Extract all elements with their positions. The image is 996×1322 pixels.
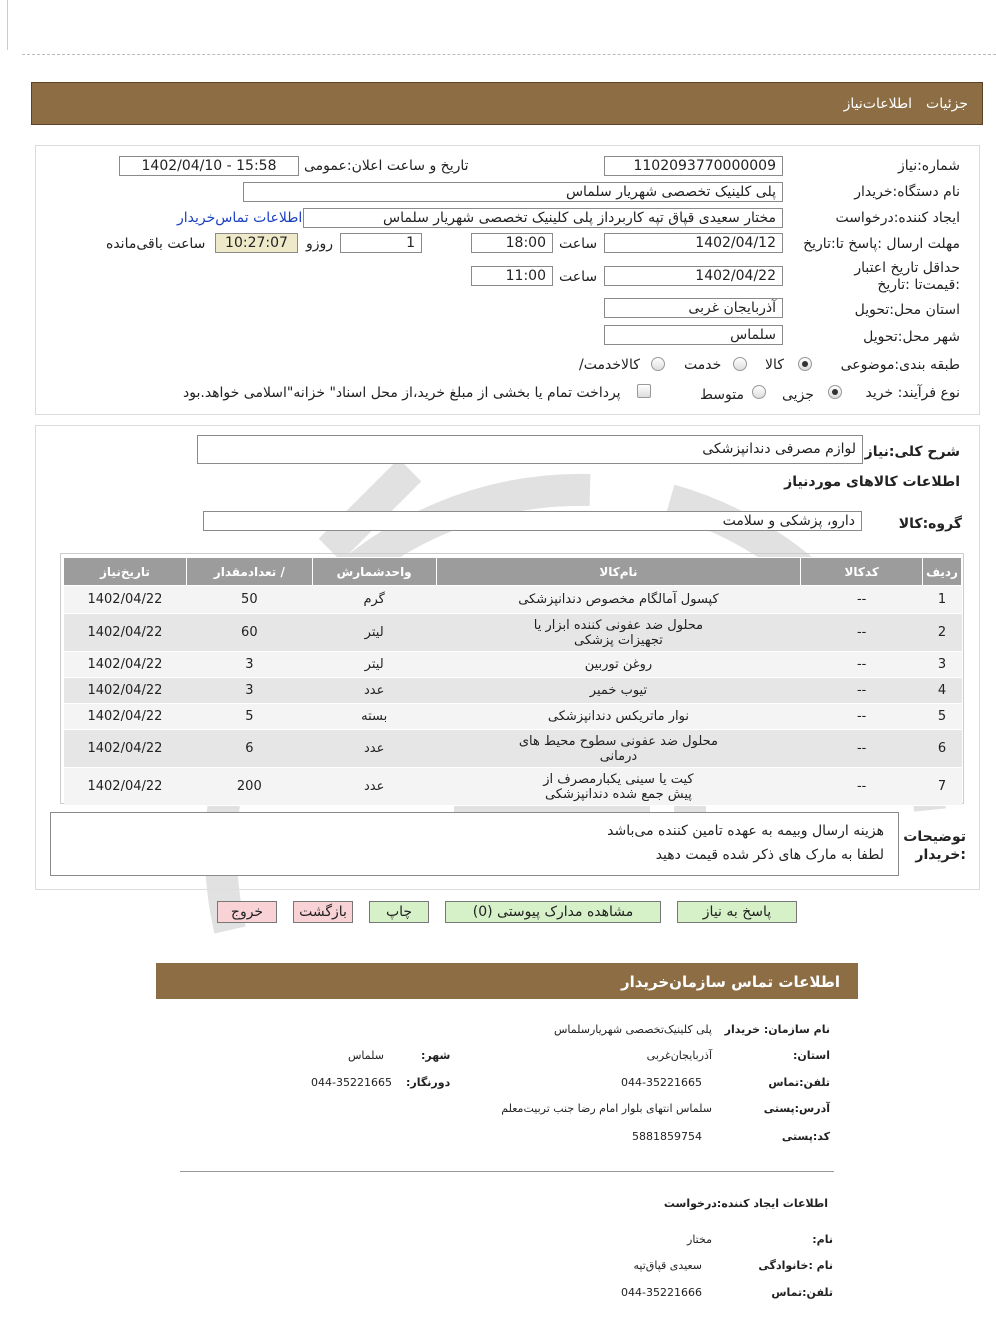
- announce-field: 1402/04/10 - 15:58: [119, 156, 299, 176]
- buyer-notes-line-2: لطفا به مارک های ذکر شده قیمت دهید: [655, 847, 884, 863]
- cell-name: محلول ضد عفونی سطوح محیط های درمانی: [436, 730, 801, 768]
- cell-code: --: [801, 586, 923, 614]
- table-row: [64, 614, 962, 652]
- cell-qty: 3: [186, 652, 312, 678]
- validity-date-field: 1402/04/22: [604, 266, 783, 286]
- validity-label: حداقل تاریخ اعتبار :قیمت‌تا :تاریخ: [854, 260, 960, 293]
- creator-family-label: نام :خانوادگی: [758, 1259, 833, 1272]
- cell-date: 1402/04/22: [64, 768, 187, 806]
- cell-name: تیوب خمیر: [436, 678, 801, 704]
- cell-unit: گرم: [312, 586, 436, 614]
- cell-qty: 6: [186, 730, 312, 768]
- phone-label: تلفن:تماس: [768, 1076, 830, 1089]
- days-label: روزو: [306, 236, 334, 252]
- need-number-field: 1102093770000009: [604, 156, 783, 176]
- tab-need-info[interactable]: اطلاعات‌نیاز: [843, 96, 912, 112]
- remaining-label: ساعت باقی‌مانده: [106, 236, 206, 252]
- items-table: [63, 557, 962, 806]
- cell-qty: 60: [186, 614, 312, 652]
- cell-unit: عدد: [312, 678, 436, 704]
- announce-label: تاریخ و ساعت اعلان:عمومی: [304, 158, 469, 174]
- cell-row: 7: [923, 768, 962, 806]
- category-goods-radio[interactable]: [798, 357, 812, 371]
- cell-unit: بسته: [312, 704, 436, 730]
- print-button[interactable]: چاپ: [369, 901, 429, 923]
- need-description-label: شرح کلی:نیاز: [864, 444, 960, 460]
- city-contact-label: :شهر: [421, 1049, 451, 1062]
- need-number-label: شماره:نیاز: [897, 158, 960, 174]
- cell-name: محلول ضد عفونی کننده ابزار یا تجهیزات پزشکی: [436, 614, 801, 652]
- province-label: استان محل:تحویل: [854, 302, 960, 318]
- province-contact-value: آذربایجان‌غربی: [646, 1049, 712, 1062]
- address-value: سلماس انتهای بلوار امام رضا جنب تربیت‌معلم: [501, 1102, 712, 1115]
- tab-details[interactable]: جزئیات: [926, 96, 968, 112]
- deadline-hour-label: ساعت: [559, 236, 598, 252]
- top-nav-bar: [31, 82, 983, 125]
- cell-code: --: [801, 768, 923, 806]
- col-header-qty: / تعدادمقدار: [186, 558, 312, 586]
- phone-value: 044-35221665: [621, 1076, 702, 1089]
- cell-qty: 3: [186, 678, 312, 704]
- process-label: نوع فرآیند: خرید: [865, 385, 960, 401]
- cell-date: 1402/04/22: [64, 730, 187, 768]
- process-partial-radio[interactable]: [828, 385, 842, 399]
- col-header-name: نام‌کالا: [436, 558, 801, 586]
- table-row: [64, 768, 962, 806]
- creator-name-label: :نام: [812, 1233, 833, 1246]
- org-name-value: پلی کلینیک‌تخصصی شهریار‌سلماس: [553, 1023, 712, 1036]
- cell-unit: لیتر: [312, 652, 436, 678]
- buyer-contact-link[interactable]: اطلاعات تماس‌خریدار: [177, 210, 303, 226]
- cell-date: 1402/04/22: [64, 652, 187, 678]
- need-description-field: لوازم مصرفی دندانپزشکی: [197, 435, 863, 464]
- province-contact-label: :استان: [792, 1049, 830, 1062]
- city-label: شهر محل:تحویل: [863, 329, 960, 345]
- reply-button[interactable]: پاسخ به نیاز: [677, 901, 797, 923]
- contact-divider: [180, 1171, 834, 1172]
- remaining-time-field: 10:27:07: [215, 233, 298, 253]
- cell-name: کپسول آمالگام مخصوص دندانپزشکی: [436, 586, 801, 614]
- category-goods-service-radio[interactable]: [651, 357, 665, 371]
- cell-row: 6: [923, 730, 962, 768]
- col-header-row: ردیف: [923, 558, 962, 586]
- process-medium-label: متوسط: [700, 387, 744, 403]
- cell-name: روغن توربین: [436, 652, 801, 678]
- goods-group-label: گروه:کالا: [898, 516, 962, 532]
- contact-section-header: [156, 963, 858, 999]
- postal-code-label: کد:پستی: [781, 1130, 830, 1143]
- back-button[interactable]: بازگشت: [293, 901, 353, 923]
- cell-row: 5: [923, 704, 962, 730]
- cell-row: 4: [923, 678, 962, 704]
- deadline-time-field: 18:00: [471, 233, 553, 253]
- exit-button[interactable]: خروج: [217, 901, 277, 923]
- buyer-notes-box: [50, 812, 899, 876]
- view-attachments-button[interactable]: مشاهده مدارک پیوستی (0): [445, 901, 661, 923]
- col-header-date: تاریخ‌نیاز: [64, 558, 187, 586]
- goods-group-field: دارو، پزشکی و سلامت: [203, 511, 862, 531]
- deadline-date-field: 1402/04/12: [604, 233, 783, 253]
- cell-qty: 200: [186, 768, 312, 806]
- cell-row: 1: [923, 586, 962, 614]
- cell-unit: عدد: [312, 730, 436, 768]
- table-row: [64, 730, 962, 768]
- buyer-org-field: پلی کلینیک تخصصی شهریار سلماس: [243, 182, 783, 202]
- cell-code: --: [801, 704, 923, 730]
- cell-unit: لیتر: [312, 614, 436, 652]
- cell-code: --: [801, 614, 923, 652]
- top-divider: [22, 54, 996, 55]
- goods-info-title: اطلاعات کالاهای موردنیاز: [784, 474, 960, 490]
- validity-time-field: 11:00: [471, 266, 553, 286]
- table-row: [64, 678, 962, 704]
- creator-phone-label: تلفن:تماس: [771, 1286, 833, 1299]
- province-field: آذربایجان غربی: [604, 298, 783, 318]
- creator-phone-value: 044-35221666: [621, 1286, 702, 1299]
- cell-date: 1402/04/22: [64, 586, 187, 614]
- postal-code-value: 5881859754: [632, 1130, 702, 1143]
- cell-date: 1402/04/22: [64, 614, 187, 652]
- col-header-code: کدکالا: [801, 558, 923, 586]
- fax-value: 044-35221665: [311, 1076, 392, 1089]
- category-label: طبقه بندی:موضوعی: [840, 357, 960, 373]
- cell-qty: 50: [186, 586, 312, 614]
- cell-row: 2: [923, 614, 962, 652]
- validity-hour-label: ساعت: [559, 269, 598, 285]
- col-header-unit: واحدشمارش: [312, 558, 436, 586]
- process-partial-label: جزیی: [782, 387, 814, 403]
- table-row: [64, 652, 962, 678]
- days-field: 1: [340, 233, 422, 253]
- city-field: سلماس: [604, 325, 783, 345]
- category-goods-service-label: /کالاخدمت: [579, 357, 640, 373]
- buyer-org-label: نام دستگاه:خریدار: [854, 184, 960, 200]
- fax-label: :دورنگار: [406, 1076, 451, 1089]
- creator-name-value: مختار: [687, 1233, 712, 1246]
- category-service-label: خدمت: [684, 357, 722, 373]
- contact-section-title: اطلاعات تماس سازمان‌خریدار: [620, 973, 840, 991]
- process-medium-radio[interactable]: [752, 385, 766, 399]
- treasury-payment-note: پرداخت تمام یا بخشی از مبلغ خرید،از محل اسناد" خزانه"اسلامی خواهد.بود: [183, 385, 621, 401]
- table-row: [64, 586, 962, 614]
- creator-field: مختار سعیدی قپاق تپه کاربرداز پلی کلینیک تخصصی شهریار سلماس: [303, 208, 783, 228]
- table-row: [64, 704, 962, 730]
- category-goods-label: کالا: [765, 357, 784, 373]
- cell-date: 1402/04/22: [64, 704, 187, 730]
- buyer-notes-line-1: هزینه ارسال وبیمه به عهده تامین کننده می‌باشد: [607, 823, 884, 839]
- city-contact-value: سلماس: [348, 1049, 384, 1062]
- deadline-label: مهلت ارسال :پاسخ تا:تاریخ: [803, 236, 960, 252]
- org-name-label: نام سازمان: خریدار: [724, 1023, 830, 1036]
- treasury-payment-checkbox[interactable]: [637, 384, 651, 398]
- cell-code: --: [801, 730, 923, 768]
- cell-row: 3: [923, 652, 962, 678]
- creator-info-title: اطلاعات ایجاد کننده:درخواست: [663, 1197, 828, 1210]
- cell-name: کیت یا سینی یکبارمصرف از پیش جمع شده دندانپزشکی: [436, 768, 801, 806]
- creator-family-value: سعیدی قپاق‌تپه: [633, 1259, 702, 1272]
- page-edge-line: [7, 0, 8, 50]
- address-label: آدرس:پستی: [763, 1102, 830, 1115]
- category-service-radio[interactable]: [733, 357, 747, 371]
- cell-date: 1402/04/22: [64, 678, 187, 704]
- cell-name: نوار ماتریکس دندانپزشکی: [436, 704, 801, 730]
- buyer-notes-label: توضیحات :خریدار: [903, 829, 966, 863]
- cell-code: --: [801, 652, 923, 678]
- cell-unit: عدد: [312, 768, 436, 806]
- creator-label: ایجاد کننده:درخواست: [835, 210, 960, 226]
- cell-qty: 5: [186, 704, 312, 730]
- cell-code: --: [801, 678, 923, 704]
